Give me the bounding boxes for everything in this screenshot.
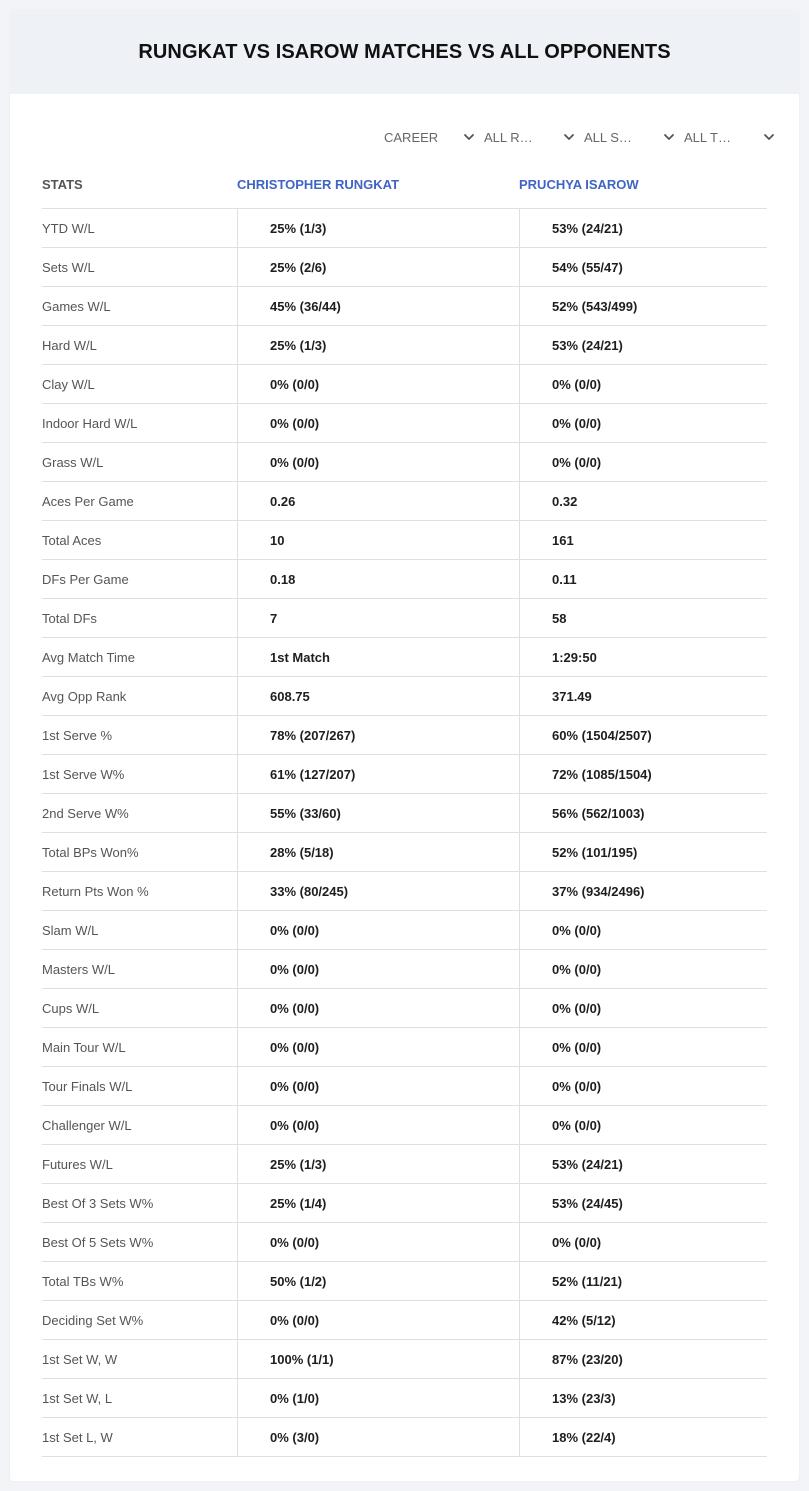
table-row bbox=[42, 521, 767, 560]
stat-label: 1st Serve % bbox=[42, 727, 113, 743]
table-row bbox=[42, 950, 767, 989]
player1-value: 100% (1/1) bbox=[237, 1340, 519, 1378]
stat-label: Grass W/L bbox=[42, 454, 104, 470]
player1-value: 33% (80/245) bbox=[237, 872, 519, 910]
stat-label: 1st Set L, W bbox=[42, 1429, 113, 1445]
player1-value: 10 bbox=[237, 521, 519, 559]
stat-label: YTD W/L bbox=[42, 220, 95, 236]
table-row bbox=[42, 1145, 767, 1184]
player2-value: 0% (0/0) bbox=[519, 911, 767, 949]
table-row bbox=[42, 677, 767, 716]
tournament-filter-select[interactable] bbox=[680, 126, 780, 148]
player2-value: 0% (0/0) bbox=[519, 365, 767, 403]
table-row bbox=[42, 911, 767, 950]
filter-bar bbox=[380, 126, 780, 148]
table-row bbox=[42, 560, 767, 599]
table-header bbox=[42, 160, 767, 209]
stat-label: Avg Opp Rank bbox=[42, 688, 127, 704]
player1-value: 0% (0/0) bbox=[237, 911, 519, 949]
stat-label: Return Pts Won % bbox=[42, 883, 149, 899]
player2-value: 53% (24/45) bbox=[519, 1184, 767, 1222]
round-filter-select[interactable] bbox=[480, 126, 580, 148]
player1-value: 25% (1/3) bbox=[237, 209, 519, 247]
player1-value: 0% (0/0) bbox=[237, 443, 519, 481]
stats-column-header: STATS bbox=[42, 176, 83, 192]
stat-label: Indoor Hard W/L bbox=[42, 415, 138, 431]
player1-value: 0% (0/0) bbox=[237, 950, 519, 988]
stat-label: 1st Serve W% bbox=[42, 766, 125, 782]
player1-value: 50% (1/2) bbox=[237, 1262, 519, 1300]
player2-value: 0.32 bbox=[519, 482, 767, 520]
player2-value: 13% (23/3) bbox=[519, 1379, 767, 1417]
stat-label: Clay W/L bbox=[42, 376, 95, 392]
table-row bbox=[42, 1379, 767, 1418]
table-row bbox=[42, 1028, 767, 1067]
chevron-down-icon bbox=[562, 130, 576, 144]
player2-value: 37% (934/2496) bbox=[519, 872, 767, 910]
player2-value: 53% (24/21) bbox=[519, 209, 767, 247]
player1-value: 0% (0/0) bbox=[237, 365, 519, 403]
stat-label: Slam W/L bbox=[42, 922, 99, 938]
table-row bbox=[42, 287, 767, 326]
player2-value: 1:29:50 bbox=[519, 638, 767, 676]
player2-value: 0% (0/0) bbox=[519, 1067, 767, 1105]
filter-label: ALL R… bbox=[484, 129, 533, 145]
player1-value: 0.26 bbox=[237, 482, 519, 520]
stat-label: Total DFs bbox=[42, 610, 97, 626]
table-row bbox=[42, 1184, 767, 1223]
table-row bbox=[42, 794, 767, 833]
stat-label: Futures W/L bbox=[42, 1156, 113, 1172]
player2-value: 53% (24/21) bbox=[519, 326, 767, 364]
table-row bbox=[42, 1106, 767, 1145]
table-row bbox=[42, 989, 767, 1028]
player1-value: 0.18 bbox=[237, 560, 519, 598]
table-row bbox=[42, 1340, 767, 1379]
player1-value: 608.75 bbox=[237, 677, 519, 715]
player2-value: 58 bbox=[519, 599, 767, 637]
filter-label: CAREER bbox=[384, 129, 439, 145]
stat-label: Main Tour W/L bbox=[42, 1039, 126, 1055]
stat-label: Challenger W/L bbox=[42, 1117, 132, 1133]
player2-value: 42% (5/12) bbox=[519, 1301, 767, 1339]
page-title: RUNGKAT VS ISAROW MATCHES VS ALL OPPONENTS bbox=[138, 40, 671, 63]
table-row bbox=[42, 404, 767, 443]
filter-label: ALL T… bbox=[684, 129, 731, 145]
stat-label: Tour Finals W/L bbox=[42, 1078, 133, 1094]
stat-label: Cups W/L bbox=[42, 1000, 100, 1016]
table-row bbox=[42, 443, 767, 482]
player2-value: 52% (101/195) bbox=[519, 833, 767, 871]
player1-value: 1st Match bbox=[237, 638, 519, 676]
player1-value: 0% (0/0) bbox=[237, 1223, 519, 1261]
period-filter-select[interactable] bbox=[380, 126, 480, 148]
player2-value: 54% (55/47) bbox=[519, 248, 767, 286]
player1-value: 25% (1/3) bbox=[237, 1145, 519, 1183]
player1-value: 7 bbox=[237, 599, 519, 637]
table-row bbox=[42, 599, 767, 638]
player1-value: 55% (33/60) bbox=[237, 794, 519, 832]
table-body bbox=[42, 209, 767, 1457]
table-row bbox=[42, 326, 767, 365]
table-row bbox=[42, 1301, 767, 1340]
stat-label: 1st Set W, W bbox=[42, 1351, 118, 1367]
player2-value: 0% (0/0) bbox=[519, 1106, 767, 1144]
player2-value: 371.49 bbox=[519, 677, 767, 715]
chevron-down-icon bbox=[662, 130, 676, 144]
player2-value: 18% (22/4) bbox=[519, 1418, 767, 1456]
player2-value: 161 bbox=[519, 521, 767, 559]
player1-value: 25% (1/4) bbox=[237, 1184, 519, 1222]
player1-value: 25% (1/3) bbox=[237, 326, 519, 364]
chevron-down-icon bbox=[462, 130, 476, 144]
table-row bbox=[42, 1262, 767, 1301]
table-row bbox=[42, 1418, 767, 1457]
stat-label: Best Of 5 Sets W% bbox=[42, 1234, 154, 1250]
stat-label: 2nd Serve W% bbox=[42, 805, 129, 821]
player2-value: 52% (543/499) bbox=[519, 287, 767, 325]
table-row bbox=[42, 755, 767, 794]
player2-value: 72% (1085/1504) bbox=[519, 755, 767, 793]
table-row bbox=[42, 872, 767, 911]
player1-value: 28% (5/18) bbox=[237, 833, 519, 871]
player1-value: 0% (0/0) bbox=[237, 1067, 519, 1105]
table-row bbox=[42, 248, 767, 287]
stat-label: Aces Per Game bbox=[42, 493, 134, 509]
player2-link[interactable]: PRUCHYA ISAROW bbox=[519, 176, 639, 192]
player2-value: 56% (562/1003) bbox=[519, 794, 767, 832]
player1-link[interactable]: CHRISTOPHER RUNGKAT bbox=[237, 176, 400, 192]
player1-value: 25% (2/6) bbox=[237, 248, 519, 286]
table-row bbox=[42, 209, 767, 248]
table-row bbox=[42, 638, 767, 677]
player1-value: 0% (3/0) bbox=[237, 1418, 519, 1456]
player2-value: 0% (0/0) bbox=[519, 404, 767, 442]
stat-label: 1st Set W, L bbox=[42, 1390, 113, 1406]
player2-value: 52% (11/21) bbox=[519, 1262, 767, 1300]
player1-value: 0% (1/0) bbox=[237, 1379, 519, 1417]
player2-value: 87% (23/20) bbox=[519, 1340, 767, 1378]
stat-label: Avg Match Time bbox=[42, 649, 135, 665]
player1-value: 0% (0/0) bbox=[237, 1106, 519, 1144]
table-row bbox=[42, 833, 767, 872]
player2-value: 60% (1504/2507) bbox=[519, 716, 767, 754]
player1-value: 45% (36/44) bbox=[237, 287, 519, 325]
filter-label: ALL S… bbox=[584, 129, 632, 145]
stat-label: DFs Per Game bbox=[42, 571, 129, 587]
stats-table bbox=[42, 160, 767, 1457]
stat-label: Deciding Set W% bbox=[42, 1312, 144, 1328]
player1-value: 0% (0/0) bbox=[237, 1028, 519, 1066]
player2-value: 0.11 bbox=[519, 560, 767, 598]
stat-label: Total TBs W% bbox=[42, 1273, 124, 1289]
player1-value: 0% (0/0) bbox=[237, 404, 519, 442]
player2-value: 0% (0/0) bbox=[519, 1028, 767, 1066]
stat-label: Total Aces bbox=[42, 532, 102, 548]
table-row bbox=[42, 1223, 767, 1262]
stats-card bbox=[10, 10, 799, 1481]
player1-value: 61% (127/207) bbox=[237, 755, 519, 793]
table-row bbox=[42, 365, 767, 404]
surface-filter-select[interactable] bbox=[580, 126, 680, 148]
chevron-down-icon bbox=[762, 130, 776, 144]
stat-label: Masters W/L bbox=[42, 961, 115, 977]
stat-label: Total BPs Won% bbox=[42, 844, 139, 860]
stat-label: Games W/L bbox=[42, 298, 111, 314]
player2-value: 0% (0/0) bbox=[519, 1223, 767, 1261]
player2-value: 0% (0/0) bbox=[519, 443, 767, 481]
player2-value: 0% (0/0) bbox=[519, 989, 767, 1027]
table-row bbox=[42, 482, 767, 521]
player1-value: 0% (0/0) bbox=[237, 1301, 519, 1339]
stat-label: Hard W/L bbox=[42, 337, 97, 353]
stat-label: Best Of 3 Sets W% bbox=[42, 1195, 154, 1211]
player2-value: 0% (0/0) bbox=[519, 950, 767, 988]
player2-value: 53% (24/21) bbox=[519, 1145, 767, 1183]
table-row bbox=[42, 1067, 767, 1106]
card-header bbox=[10, 10, 799, 94]
stat-label: Sets W/L bbox=[42, 259, 95, 275]
player1-value: 78% (207/267) bbox=[237, 716, 519, 754]
player1-value: 0% (0/0) bbox=[237, 989, 519, 1027]
table-row bbox=[42, 716, 767, 755]
